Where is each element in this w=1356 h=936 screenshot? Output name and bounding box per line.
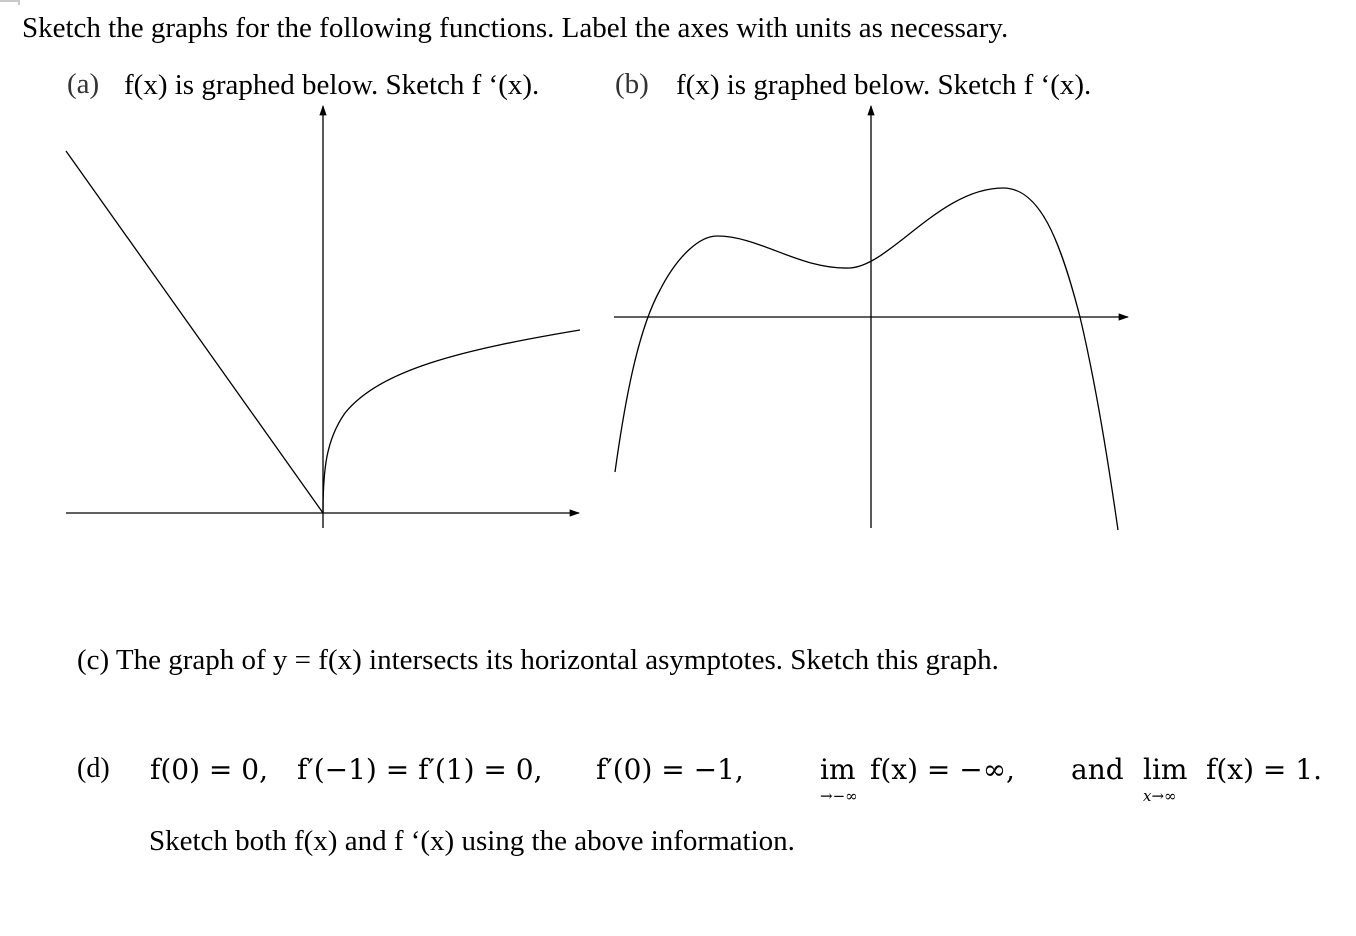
part-d-lim-right-word: lim xyxy=(1143,753,1188,786)
part-a-tag: (a) xyxy=(67,68,100,100)
part-d-lim-left-sub: →−∞ xyxy=(820,787,858,805)
part-d-condition-2: f′(−1) = f′(1) = 0, xyxy=(297,753,543,786)
part-d-instruction: Sketch both f(x) and f ‘(x) using the above information. xyxy=(149,825,795,857)
graph-b-polynomial-curve xyxy=(615,188,1118,530)
part-d-lim-right-expr: f(x) = 1. xyxy=(1206,753,1322,786)
part-c-text: (c) The graph of y = f(x) intersects its horizontal asymptotes. Sketch this graph. xyxy=(77,644,999,676)
page-heading: Sketch the graphs for the following functions. Label the axes with units as necessary. xyxy=(22,12,1009,44)
part-d-condition-1: f(0) = 0, xyxy=(150,753,269,786)
part-d-condition-3: f′(0) = −1, xyxy=(596,753,744,786)
part-d-lim-left-word: im xyxy=(820,753,856,786)
part-a-text: f(x) is graphed below. Sketch f ‘(x). xyxy=(124,69,540,101)
part-d-lim-right-sub: x→∞ xyxy=(1143,787,1177,805)
part-b-text: f(x) is graphed below. Sketch f ‘(x). xyxy=(676,69,1092,101)
part-b-tag: (b) xyxy=(615,68,649,100)
part-d-tag: (d) xyxy=(77,753,110,784)
part-d-connector: and xyxy=(1071,753,1124,786)
part-d-lim-left-expr: f(x) = −∞, xyxy=(870,753,1015,786)
